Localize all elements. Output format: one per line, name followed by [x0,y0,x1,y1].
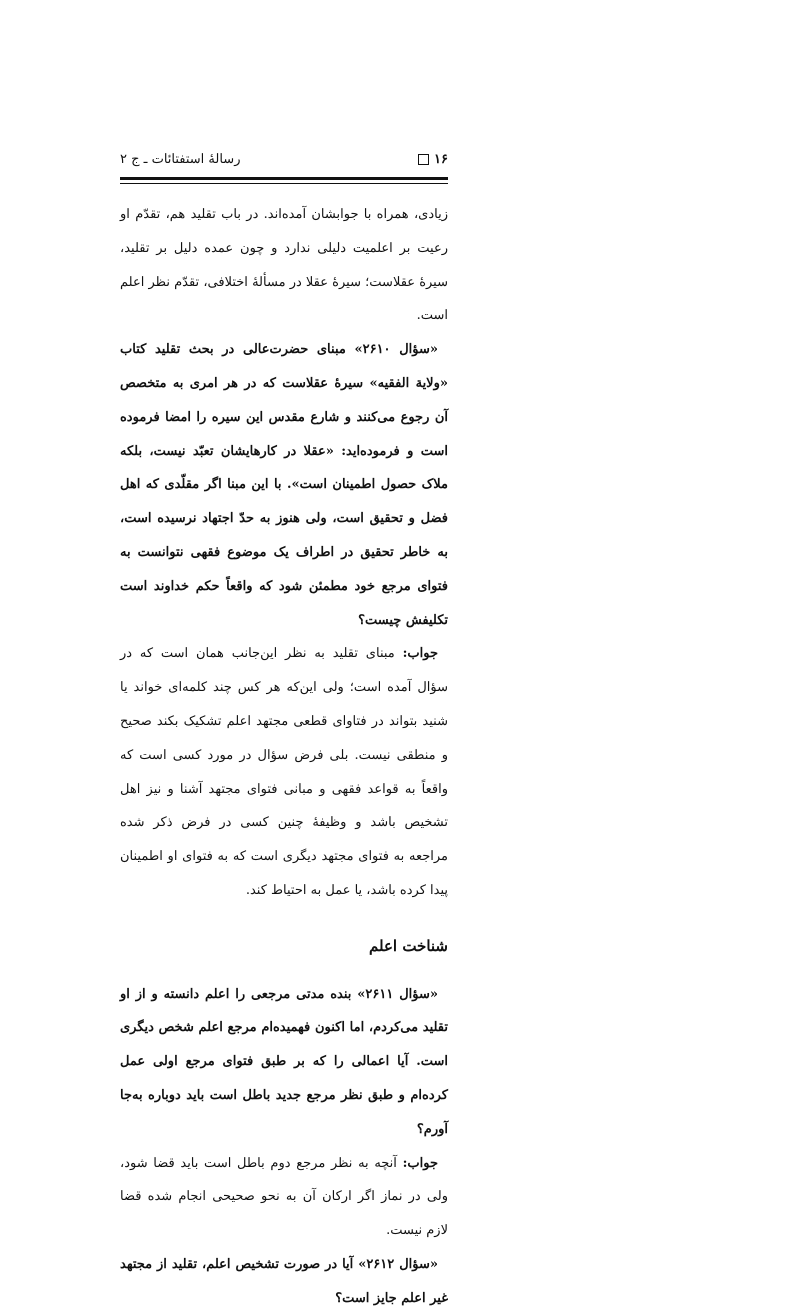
answer-2611 [120,1147,448,1248]
answer-2610 [120,637,448,907]
question-2610: «سؤال ۲۶۱۰» مبنای حضرت‌عالی در بحث تقلید کتاب «ولایة الفقیه» سیرهٔ عقلاست که در هر امری به متخصص آن رجوع می‌کنند و شارع مقدس این سیره را امضا فرموده است و فرموده‌اید: «عقلا در کارهایشان تعبّد نیست، بلکه ملاک حصول اطمینان است». با این مبنا اگر مقلّدی که اهل فضل و تحقیق است، ولی هنوز به حدّ اجتهاد نرسیده است، به خاطر تحقیق در اطراف یک موضوع فقهی نتوانست به فتوای مرجع خود مطمئن شود که واقعاً حکم خداوند است تکلیفش چیست؟ [120,342,448,628]
question-2611: «سؤال ۲۶۱۱» بنده مدتی مرجعی را اعلم دانسته و از او تقلید می‌کردم، اما اکنون فهمیده‌ام مرجع اعلم شخص دیگری است. آیا اعمالی را که بر طبق فتوای مرجع اولی عمل کرده‌ام و طبق نظر مرجع جدید باطل است باید دوباره به‌جا آورم؟ [120,986,448,1137]
body-text [120,198,448,1306]
running-header [120,148,448,170]
page-number: ۱۶ [434,151,448,167]
answer-text: مبنای تقلید به نظر این‌جانب همان است که در سؤال آمده است؛ ولی این‌که هر کس چند کلمه‌ای خواند یا شنید بتواند در فتاوای قطعی مجتهد اعلم تشکیک بکند صحیح و منطقی نیست. بلی فرض سؤال در مورد کسی است که واقعاً به قواعد فقهی و مبانی فتوای مجتهد آشنا و نیز اهل تشخیص باشد و وظیفهٔ چنین کسی در فرض ذکر شده مراجعه به فتوای مجتهد دیگری است که به فتوای او اطمینان پیدا کرده باشد، یا عمل به احتیاط کند. [120,646,448,898]
answer-label: جواب: [402,1155,438,1171]
answer-text: آنچه به نظر مرجع دوم باطل است باید قضا شود، ولی در نماز اگر ارکان آن به نحو صحیحی انجام شده قضا لازم نیست. [120,1155,448,1239]
page-number-block [418,152,448,167]
answer-label: جواب: [402,646,438,662]
header-rule-thin [120,183,448,184]
header-rule [120,177,448,180]
section-title: شناخت اعلم [369,936,448,955]
running-title: رسالهٔ استفتائات ـ ج ۲ [120,151,241,167]
question-2612-partial: «سؤال ۲۶۱۲» آیا در صورت تشخیص اعلم، تقلید از مجتهد غیر اعلم جایز است؟ [120,1256,448,1306]
paragraph: زیادی، همراه با جوابشان آمده‌اند. در باب تقلید هم، تقدّم او رعیت بر اعلمیت دلیلی ندارد و چون عمده دلیل بر تقلید، سیرهٔ عقلاست؛ سیرهٔ عقلا در مسألهٔ اختلافی، تقدّم نظر اعلم است. [120,207,448,324]
square-ornament-icon [418,154,429,165]
